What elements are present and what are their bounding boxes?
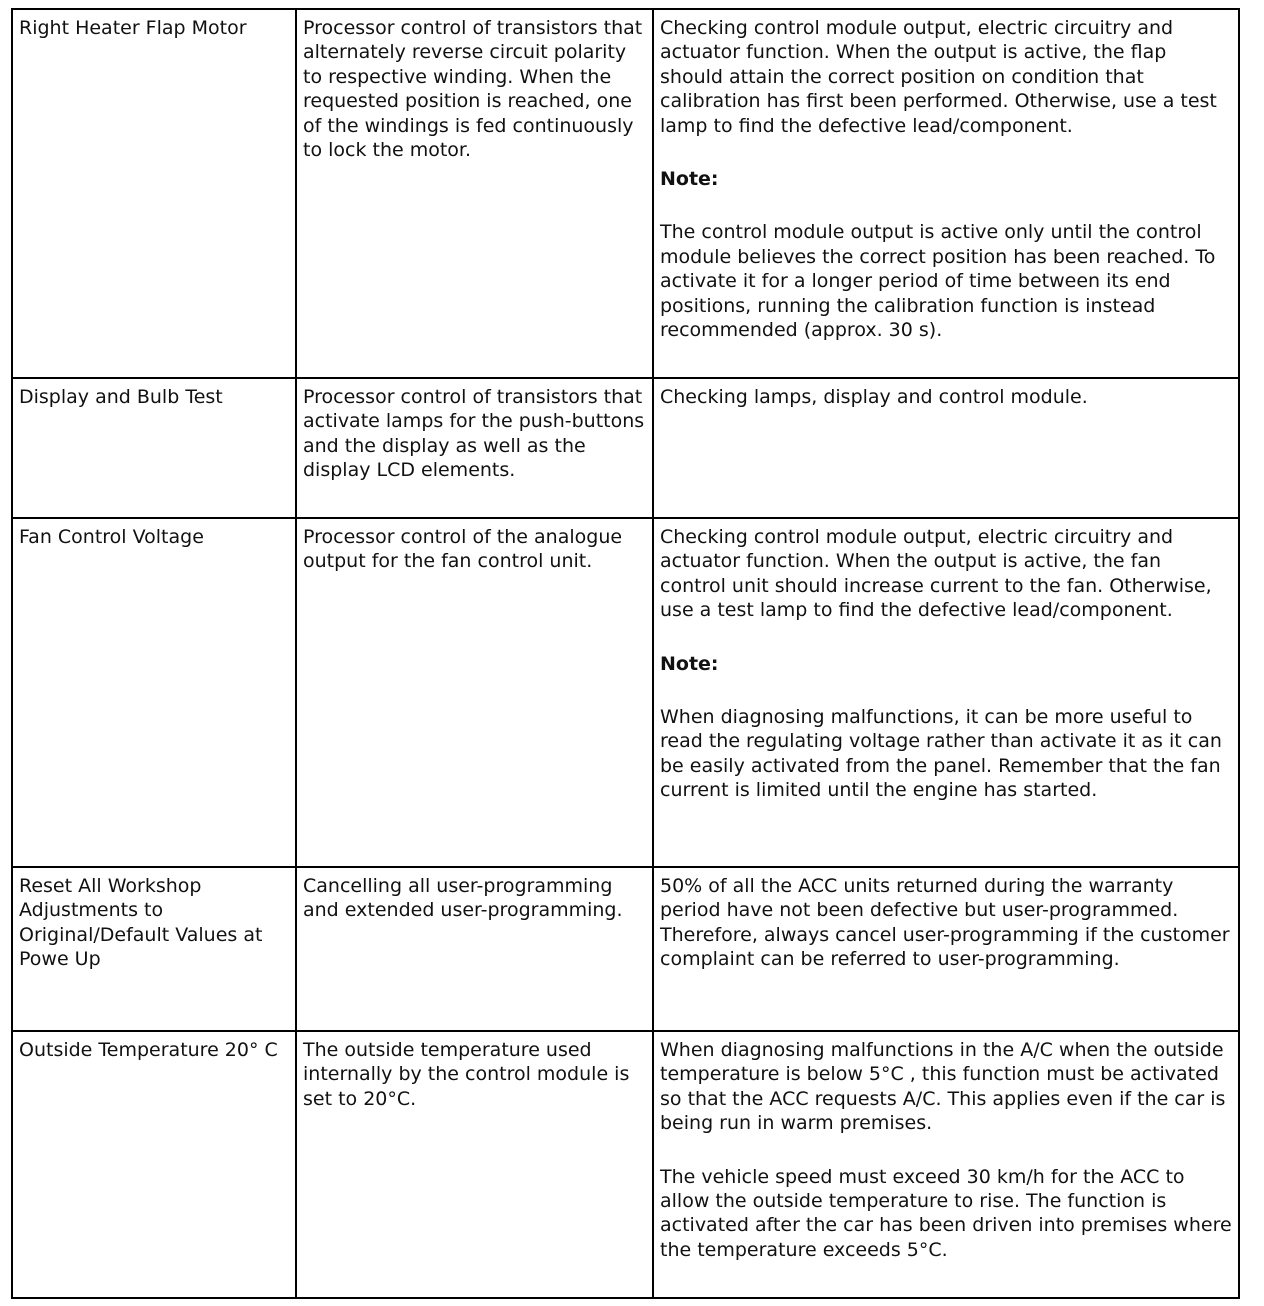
function-description: The outside temperature used internally by the control module is set to 20°C.: [303, 1039, 630, 1110]
comments-cell: [653, 378, 1239, 518]
function-name: Display and Bulb Test: [19, 386, 223, 408]
function-name-cell: [12, 9, 296, 378]
comments-cell: [653, 9, 1239, 378]
table-row: [12, 867, 1239, 1031]
note-label: Note:: [660, 652, 719, 675]
description-cell: [296, 9, 653, 378]
function-description: Processor control of transistors that activate lamps for the push-buttons and the display as well as the display LCD elements.: [303, 386, 645, 482]
description-cell: [296, 518, 653, 867]
function-name-cell: [12, 378, 296, 518]
description-cell: [296, 1031, 653, 1298]
comment-text: Checking lamps, display and control module.: [660, 386, 1088, 408]
function-description: Processor control of the analogue output for the fan control unit.: [303, 526, 623, 573]
function-name-cell: [12, 1031, 296, 1298]
function-name-cell: [12, 867, 296, 1031]
table-row: [12, 378, 1239, 518]
comment-text: Checking control module output, electric circuitry and actuator function. When the output is active, the flap should attain the correct position on condition that calibration has first been performed. Otherwise, use a test lamp to find the defective lead/component.: [660, 17, 1217, 137]
function-description: Processor control of transistors that alternately reverse circuit polarity to respective winding. When the requested position is reached, one of the windings is fed continuously to lock the motor.: [303, 17, 643, 162]
note-text: The control module output is active only until the control module believes the correct position has been reached. To activate it for a longer period of time between its end positions, running the calibration function is instead recommended (approx. 30 s).: [660, 221, 1216, 342]
note-text: When diagnosing malfunctions, it can be more useful to read the regulating voltage rather than activate it as it can be easily activated from the panel. Remember that the fan current is limited until the engine has started.: [660, 706, 1222, 802]
table-row: [12, 9, 1239, 378]
table-row: [12, 518, 1239, 867]
note-label: Note:: [660, 168, 719, 191]
comment-text: The vehicle speed must exceed 30 km/h for the ACC to allow the outside temperature to rise. The function is activated after the car has been driven into premises where the temperature exceeds 5°C.: [660, 1165, 1232, 1261]
function-name: Reset All Workshop Adjustments to Original/Default Values at Powe Up: [19, 875, 263, 971]
comment-text: Checking control module output, electric circuitry and actuator function. When the output is active, the fan control unit should increase current to the fan. Otherwise, use a test lamp to find the defective lead/component.: [660, 526, 1212, 622]
comments-cell: [653, 1031, 1239, 1298]
function-name-cell: [12, 518, 296, 867]
comments-cell: [653, 867, 1239, 1031]
function-table: [11, 8, 1240, 1299]
comment-text: When diagnosing malfunctions in the A/C when the outside temperature is below 5°C , this function must be activated so that the ACC requests A/C. This applies even if the car is being run in warm premises.: [660, 1039, 1226, 1135]
description-cell: [296, 867, 653, 1031]
comments-cell: [653, 518, 1239, 867]
function-description: Cancelling all user-programming and extended user-programming.: [303, 875, 623, 922]
function-name: Fan Control Voltage: [19, 526, 204, 548]
function-name: Right Heater Flap Motor: [19, 17, 247, 39]
function-name: Outside Temperature 20° C: [19, 1039, 278, 1061]
description-cell: [296, 378, 653, 518]
comment-text: 50% of all the ACC units returned during the warranty period have not been defective but user-programmed. Therefore, always cancel user-programming if the customer complaint can be referred to user-programming.: [660, 875, 1230, 971]
table-row: [12, 1031, 1239, 1298]
